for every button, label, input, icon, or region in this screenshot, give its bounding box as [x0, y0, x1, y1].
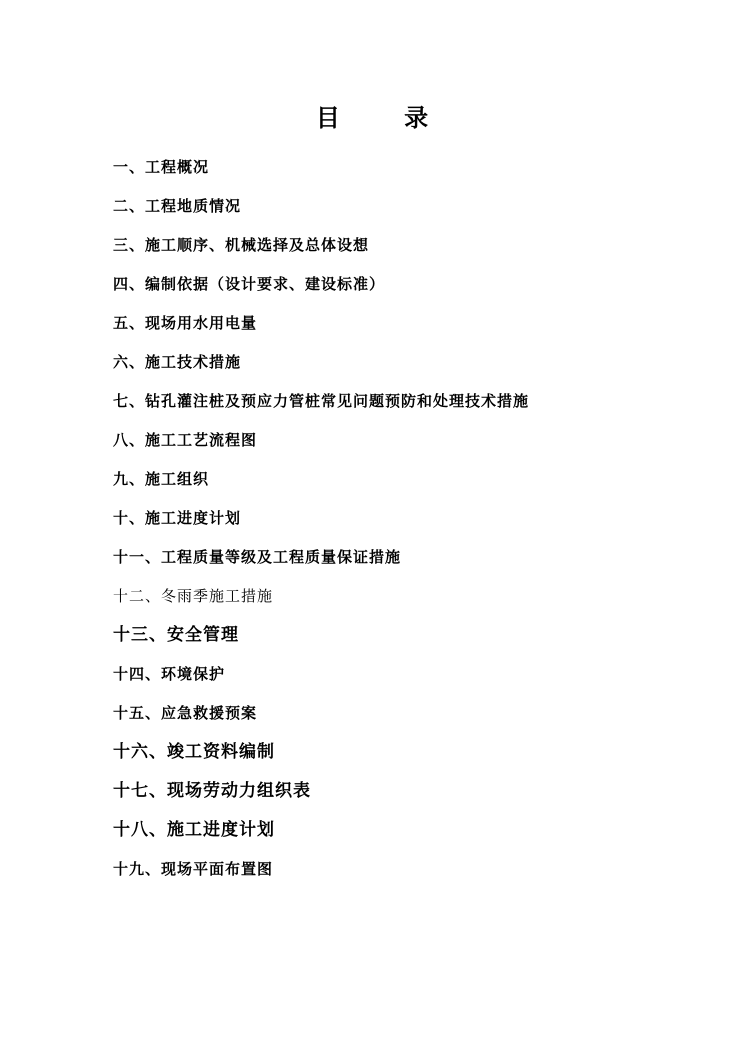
toc-entry-10: 十、施工进度计划 [113, 509, 242, 527]
toc-entry-12: 十二、冬雨季施工措施 [113, 587, 274, 605]
toc-entry-14: 十四、环境保护 [113, 665, 226, 683]
toc-list [113, 150, 529, 891]
toc-entry-9: 九、施工组织 [113, 470, 210, 488]
toc-entry-19: 十九、现场平面布置图 [113, 860, 274, 878]
toc-entry-1: 一、工程概况 [113, 158, 210, 176]
toc-entry-4: 四、编制依据（设计要求、建设标准） [113, 275, 386, 293]
toc-entry-16: 十六、竣工资料编制 [113, 742, 275, 762]
toc-entry-2: 二、工程地质情况 [113, 197, 242, 215]
toc-entry-11: 十一、工程质量等级及工程质量保证措施 [113, 548, 402, 566]
toc-title: 目 录 [315, 104, 457, 132]
toc-entry-13: 十三、安全管理 [113, 625, 239, 645]
toc-entry-7: 七、钻孔灌注桩及预应力管桩常见问题预防和处理技术措施 [113, 392, 530, 410]
toc-entry-5: 五、现场用水用电量 [113, 314, 258, 332]
toc-entry-15: 十五、应急救援预案 [113, 704, 258, 722]
toc-entry-3: 三、施工顺序、机械选择及总体设想 [113, 236, 370, 254]
toc-entry-6: 六、施工技术措施 [113, 353, 242, 371]
toc-entry-18: 十八、施工进度计划 [113, 820, 275, 840]
toc-entry-8: 八、施工工艺流程图 [113, 431, 258, 449]
toc-entry-17: 十七、现场劳动力组织表 [113, 781, 311, 801]
